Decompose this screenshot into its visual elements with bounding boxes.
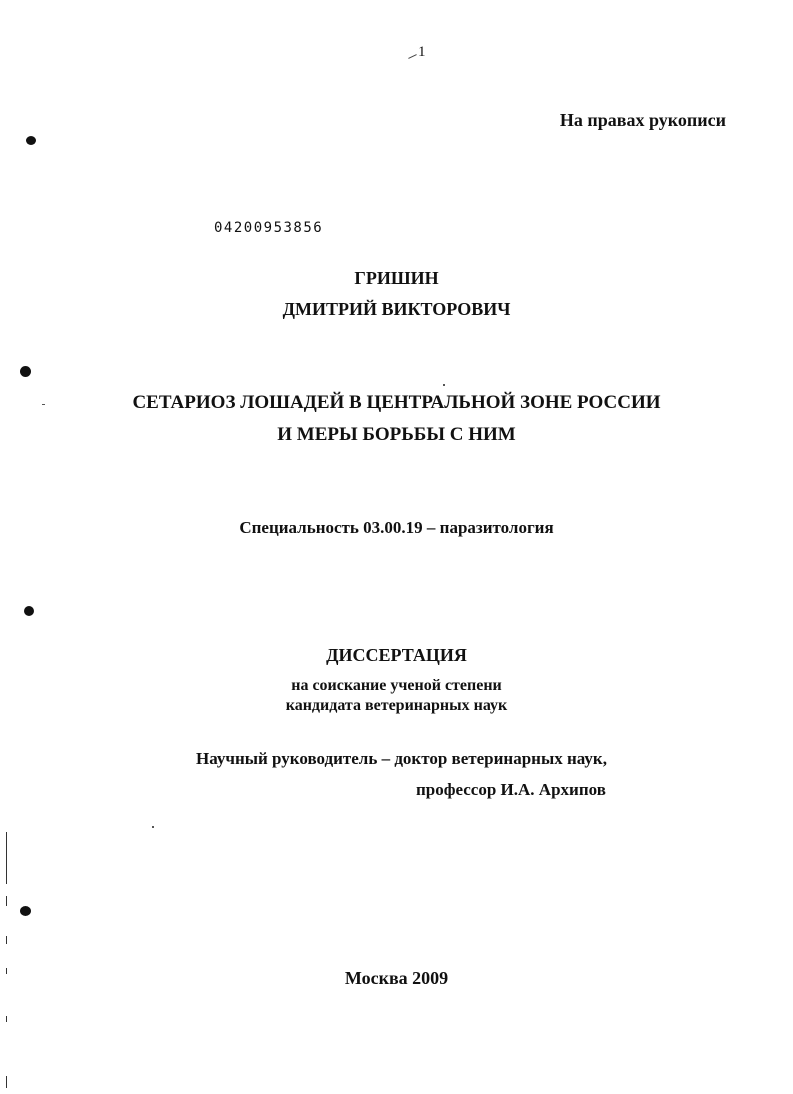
scan-speck (443, 384, 445, 386)
author-surname: ГРИШИН (354, 268, 439, 288)
degree-line-2: кандидата ветеринарных наук (285, 697, 508, 714)
scan-edge-line (6, 1076, 7, 1088)
dissertation-title-line-1: СЕТАРИОЗ ЛОШАДЕЙ В ЦЕНТРАЛЬНОЙ ЗОНЕ РОССИИ (132, 392, 661, 413)
scan-edge-line (6, 936, 7, 944)
degree-line-1: на соискание ученой степени (291, 677, 502, 694)
advisor-line-1: Научный руководитель – доктор ветеринарных наук, (196, 749, 607, 768)
binding-hole-mark (26, 136, 36, 145)
binding-hole-mark (24, 606, 34, 616)
scan-speck (152, 826, 154, 828)
page-number-pen-mark (408, 54, 417, 59)
scan-edge-line (6, 832, 7, 884)
scan-speck (42, 404, 45, 405)
document-type: ДИССЕРТАЦИЯ (326, 645, 467, 665)
city-year: Москва 2009 (344, 968, 449, 988)
binding-hole-mark (20, 906, 31, 916)
binding-hole-mark (20, 366, 31, 377)
specialty: Специальность 03.00.19 – паразитология (239, 518, 554, 537)
rights-notice: На правах рукописи (559, 110, 726, 130)
scan-edge-line (6, 968, 7, 974)
page-number: 1 (418, 44, 426, 60)
scan-edge-line (6, 1016, 7, 1022)
dissertation-title-line-2: И МЕРЫ БОРЬБЫ С НИМ (277, 424, 516, 445)
advisor-line-2: профессор И.А. Архипов (416, 780, 606, 799)
registry-number: 04200953856 (214, 220, 324, 236)
scan-edge-line (6, 896, 7, 906)
author-name: ДМИТРИЙ ВИКТОРОВИЧ (282, 299, 511, 319)
